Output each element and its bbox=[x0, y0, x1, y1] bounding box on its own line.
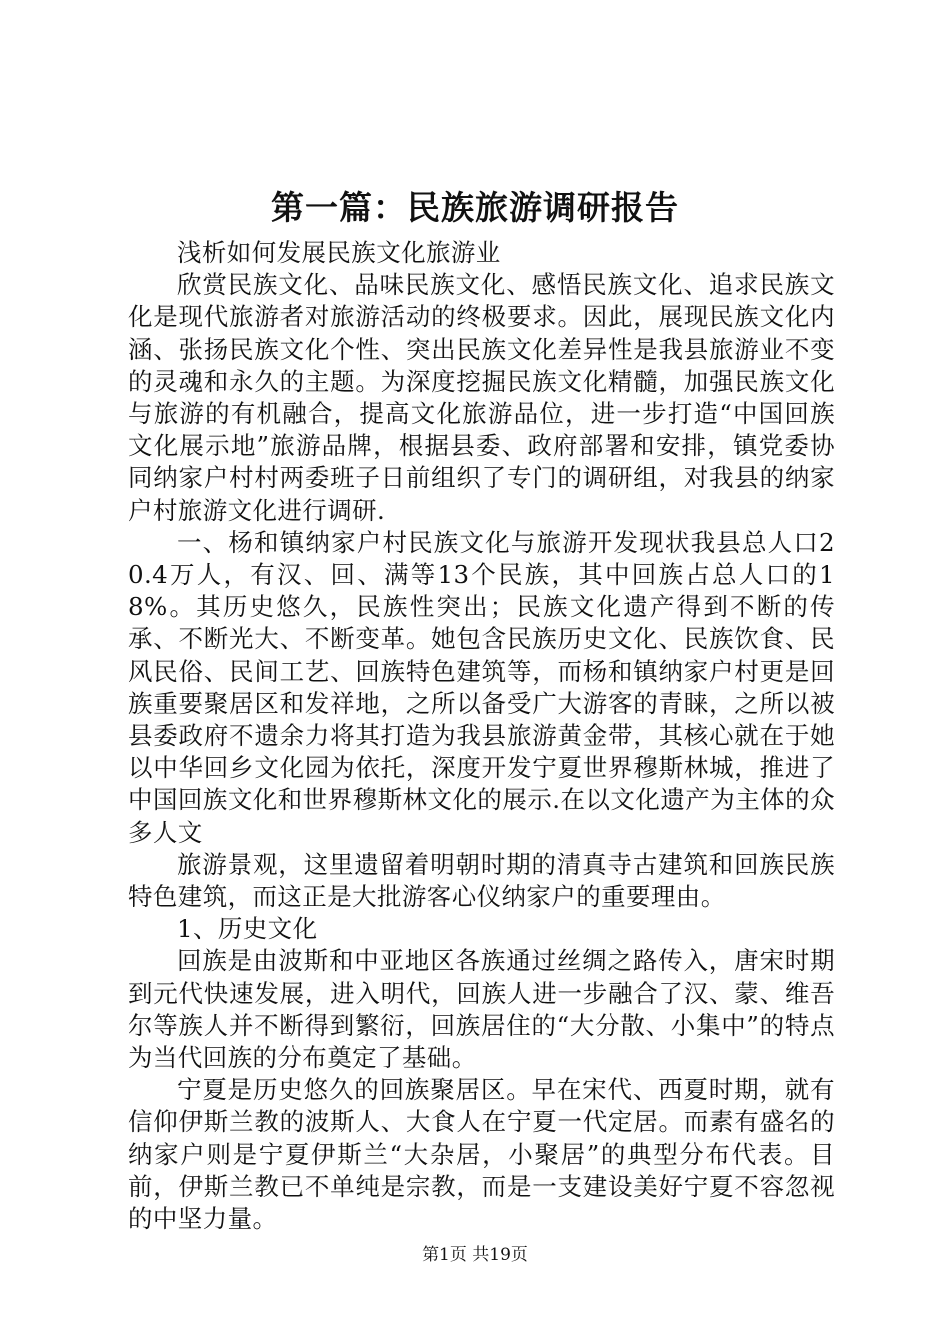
paragraph-subtitle: 浅析如何发展民族文化旅游业 bbox=[177, 238, 501, 267]
section-heading-history: 1、历史文化 bbox=[177, 914, 318, 944]
document-body bbox=[128, 237, 835, 1235]
paragraph-landscape: 旅游景观，这里遗留着明朝时期的清真寺古建筑和回族民族特色建筑，而这正是大批游客心仪纳家户的重要理由。 bbox=[128, 849, 835, 912]
paragraph-hui-origin: 回族是由波斯和中亚地区各族通过丝绸之路传入，唐宋时期到元代快速发展，进入明代，回族人进一步融合了汉、蒙、维吾尔等族人并不断得到繁衍，回族居住的“大分散、小集中”的特点为当代回族的分布奠定了基础。 bbox=[128, 946, 835, 1073]
paragraph-ningxia: 宁夏是历史悠久的回族聚居区。早在宋代、西夏时期，就有信仰伊斯兰教的波斯人、大食人在宁夏一代定居。而素有盛名的纳家户则是宁夏伊斯兰“大杂居，小聚居”的典型分布代表。目前，伊斯兰教已不单纯是宗教，而是一支建设美好宁夏不容忽视的中坚力量。 bbox=[128, 1075, 835, 1234]
page-number-footer: 第1页 共19页 bbox=[422, 1245, 528, 1265]
paragraph-status: 一、杨和镇纳家户村民族文化与旅游开发现状我县总人口20.4万人，有汉、回、满等13个民族，其中回族占总人口的18%。其历史悠久，民族性突出；民族文化遗产得到不断的传承、不断光大、不断变革。她包含民族历史文化、民族饮食、民风民俗、民间工艺、回族特色建筑等，而杨和镇纳家户村更是回族重要聚居区和发祥地，之所以备受广大游客的青睐，之所以被县委政府不遗余力将其打造为我县旅游黄金带，其核心就在于她以中华回乡文化园为依托，深度开发宁夏世界穆斯林城，推进了中国回族文化和世界穆斯林文化的展示.在以文化遗产为主体的众多人文 bbox=[128, 527, 835, 847]
paragraph-intro: 欣赏民族文化、品味民族文化、感悟民族文化、追求民族文化是现代旅游者对旅游活动的终极要求。因此，展现民族文化内涵、张扬民族文化个性、突出民族文化差异性是我县旅游业不变的灵魂和永久的主题。为深度挖掘民族文化精髓，加强民族文化与旅游的有机融合，提高文化旅游品位，进一步打造“中国回族文化展示地”旅游品牌，根据县委、政府部署和安排，镇党委协同纳家户村村两委班子日前组织了专门的调研组，对我县的纳家户村旅游文化进行调研. bbox=[128, 270, 835, 525]
document-title: 第一篇：民族旅游调研报告 bbox=[271, 188, 679, 227]
